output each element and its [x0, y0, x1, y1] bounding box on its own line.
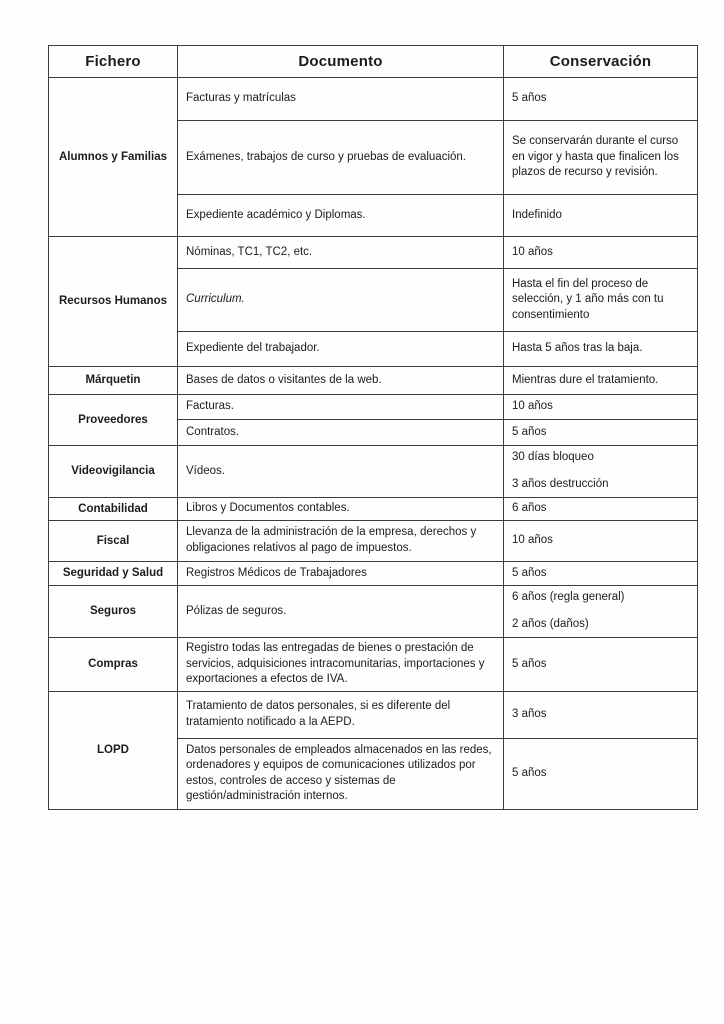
- table-row: [49, 237, 698, 269]
- conservacion-cell: 6 años: [504, 498, 698, 521]
- table-row: [49, 498, 698, 521]
- fichero-cell-seguros: Seguros: [49, 586, 178, 638]
- header-conservacion: Conservación: [504, 46, 698, 78]
- documento-cell: Tratamiento de datos personales, si es diferente del tratamiento notificado a la AEPD.: [178, 691, 504, 738]
- documento-cell: Exámenes, trabajos de curso y pruebas de evaluación.: [178, 121, 504, 195]
- table-row: [49, 367, 698, 395]
- documento-cell: Contratos.: [178, 420, 504, 446]
- conservacion-cell: 5 años: [504, 738, 698, 809]
- conservacion-line: 2 años (daños): [512, 618, 589, 630]
- documento-cell: Nóminas, TC1, TC2, etc.: [178, 237, 504, 269]
- conservacion-line: 3 años destrucción: [512, 478, 609, 490]
- documento-cell: Datos personales de empleados almacenados en las redes, ordenadores y equipos de comunicaciones utilizados por estos, controles de acceso y sistemas de gestión/administración internos.: [178, 738, 504, 809]
- documento-cell: Bases de datos o visitantes de la web.: [178, 367, 504, 395]
- table-row: [49, 586, 698, 638]
- fichero-cell-videovigilancia: Videovigilancia: [49, 446, 178, 498]
- conservacion-cell: [504, 446, 698, 498]
- conservacion-cell: 5 años: [504, 78, 698, 121]
- table-row: [49, 521, 698, 562]
- header-fichero: Fichero: [49, 46, 178, 78]
- table-row: [49, 562, 698, 586]
- fichero-cell-fiscal: Fiscal: [49, 521, 178, 562]
- fichero-cell-compras: Compras: [49, 638, 178, 692]
- header-documento: Documento: [178, 46, 504, 78]
- conservacion-cell: Se conservarán durante el curso en vigor y hasta que finalicen los plazos de recurso y revisión.: [504, 121, 698, 195]
- documento-cell: Facturas.: [178, 395, 504, 420]
- conservacion-line: 30 días bloqueo: [512, 451, 594, 464]
- table-header-row: [49, 46, 698, 78]
- fichero-cell-proveedores: Proveedores: [49, 395, 178, 446]
- fichero-cell-contabilidad: Contabilidad: [49, 498, 178, 521]
- conservacion-cell: 5 años: [504, 638, 698, 692]
- documento-cell: Expediente académico y Diplomas.: [178, 195, 504, 237]
- conservacion-cell: 5 años: [504, 420, 698, 446]
- retention-table: [48, 45, 698, 810]
- table-row: [49, 78, 698, 121]
- documento-cell: Expediente del trabajador.: [178, 332, 504, 367]
- documento-cell-curriculum: Curriculum.: [178, 269, 504, 332]
- table-row: [49, 395, 698, 420]
- conservacion-cell: 10 años: [504, 521, 698, 562]
- table-row: [49, 446, 698, 498]
- documento-cell: Registro todas las entregadas de bienes o prestación de servicios, adquisiciones intracomunitarias, importaciones y exportaciones a efectos de IVA.: [178, 638, 504, 692]
- conservacion-cell: 3 años: [504, 691, 698, 738]
- conservacion-cell: Mientras dure el tratamiento.: [504, 367, 698, 395]
- table-row: [49, 638, 698, 692]
- conservacion-cell: [504, 586, 698, 638]
- fichero-cell-alumnos-y-familias: Alumnos y Familias: [49, 78, 178, 237]
- conservacion-line: 6 años (regla general): [512, 591, 625, 604]
- conservacion-cell: Indefinido: [504, 195, 698, 237]
- table-row: [49, 691, 698, 738]
- conservacion-cell: 10 años: [504, 395, 698, 420]
- conservacion-cell: Hasta 5 años tras la baja.: [504, 332, 698, 367]
- documento-cell: Vídeos.: [178, 446, 504, 498]
- documento-cell: Registros Médicos de Trabajadores: [178, 562, 504, 586]
- documento-cell: Facturas y matrículas: [178, 78, 504, 121]
- conservacion-cell: 10 años: [504, 237, 698, 269]
- documento-cell: Libros y Documentos contables.: [178, 498, 504, 521]
- conservacion-cell: 5 años: [504, 562, 698, 586]
- documento-cell: Pólizas de seguros.: [178, 586, 504, 638]
- fichero-cell-lopd: LOPD: [49, 691, 178, 809]
- conservacion-cell: Hasta el fin del proceso de selección, y 1 año más con tu consentimiento: [504, 269, 698, 332]
- documento-cell: Llevanza de la administración de la empresa, derechos y obligaciones relativos al pago de impuestos.: [178, 521, 504, 562]
- fichero-cell-marquetin: Márquetin: [49, 367, 178, 395]
- fichero-cell-seguridad-y-salud: Seguridad y Salud: [49, 562, 178, 586]
- fichero-cell-recursos-humanos: Recursos Humanos: [49, 237, 178, 367]
